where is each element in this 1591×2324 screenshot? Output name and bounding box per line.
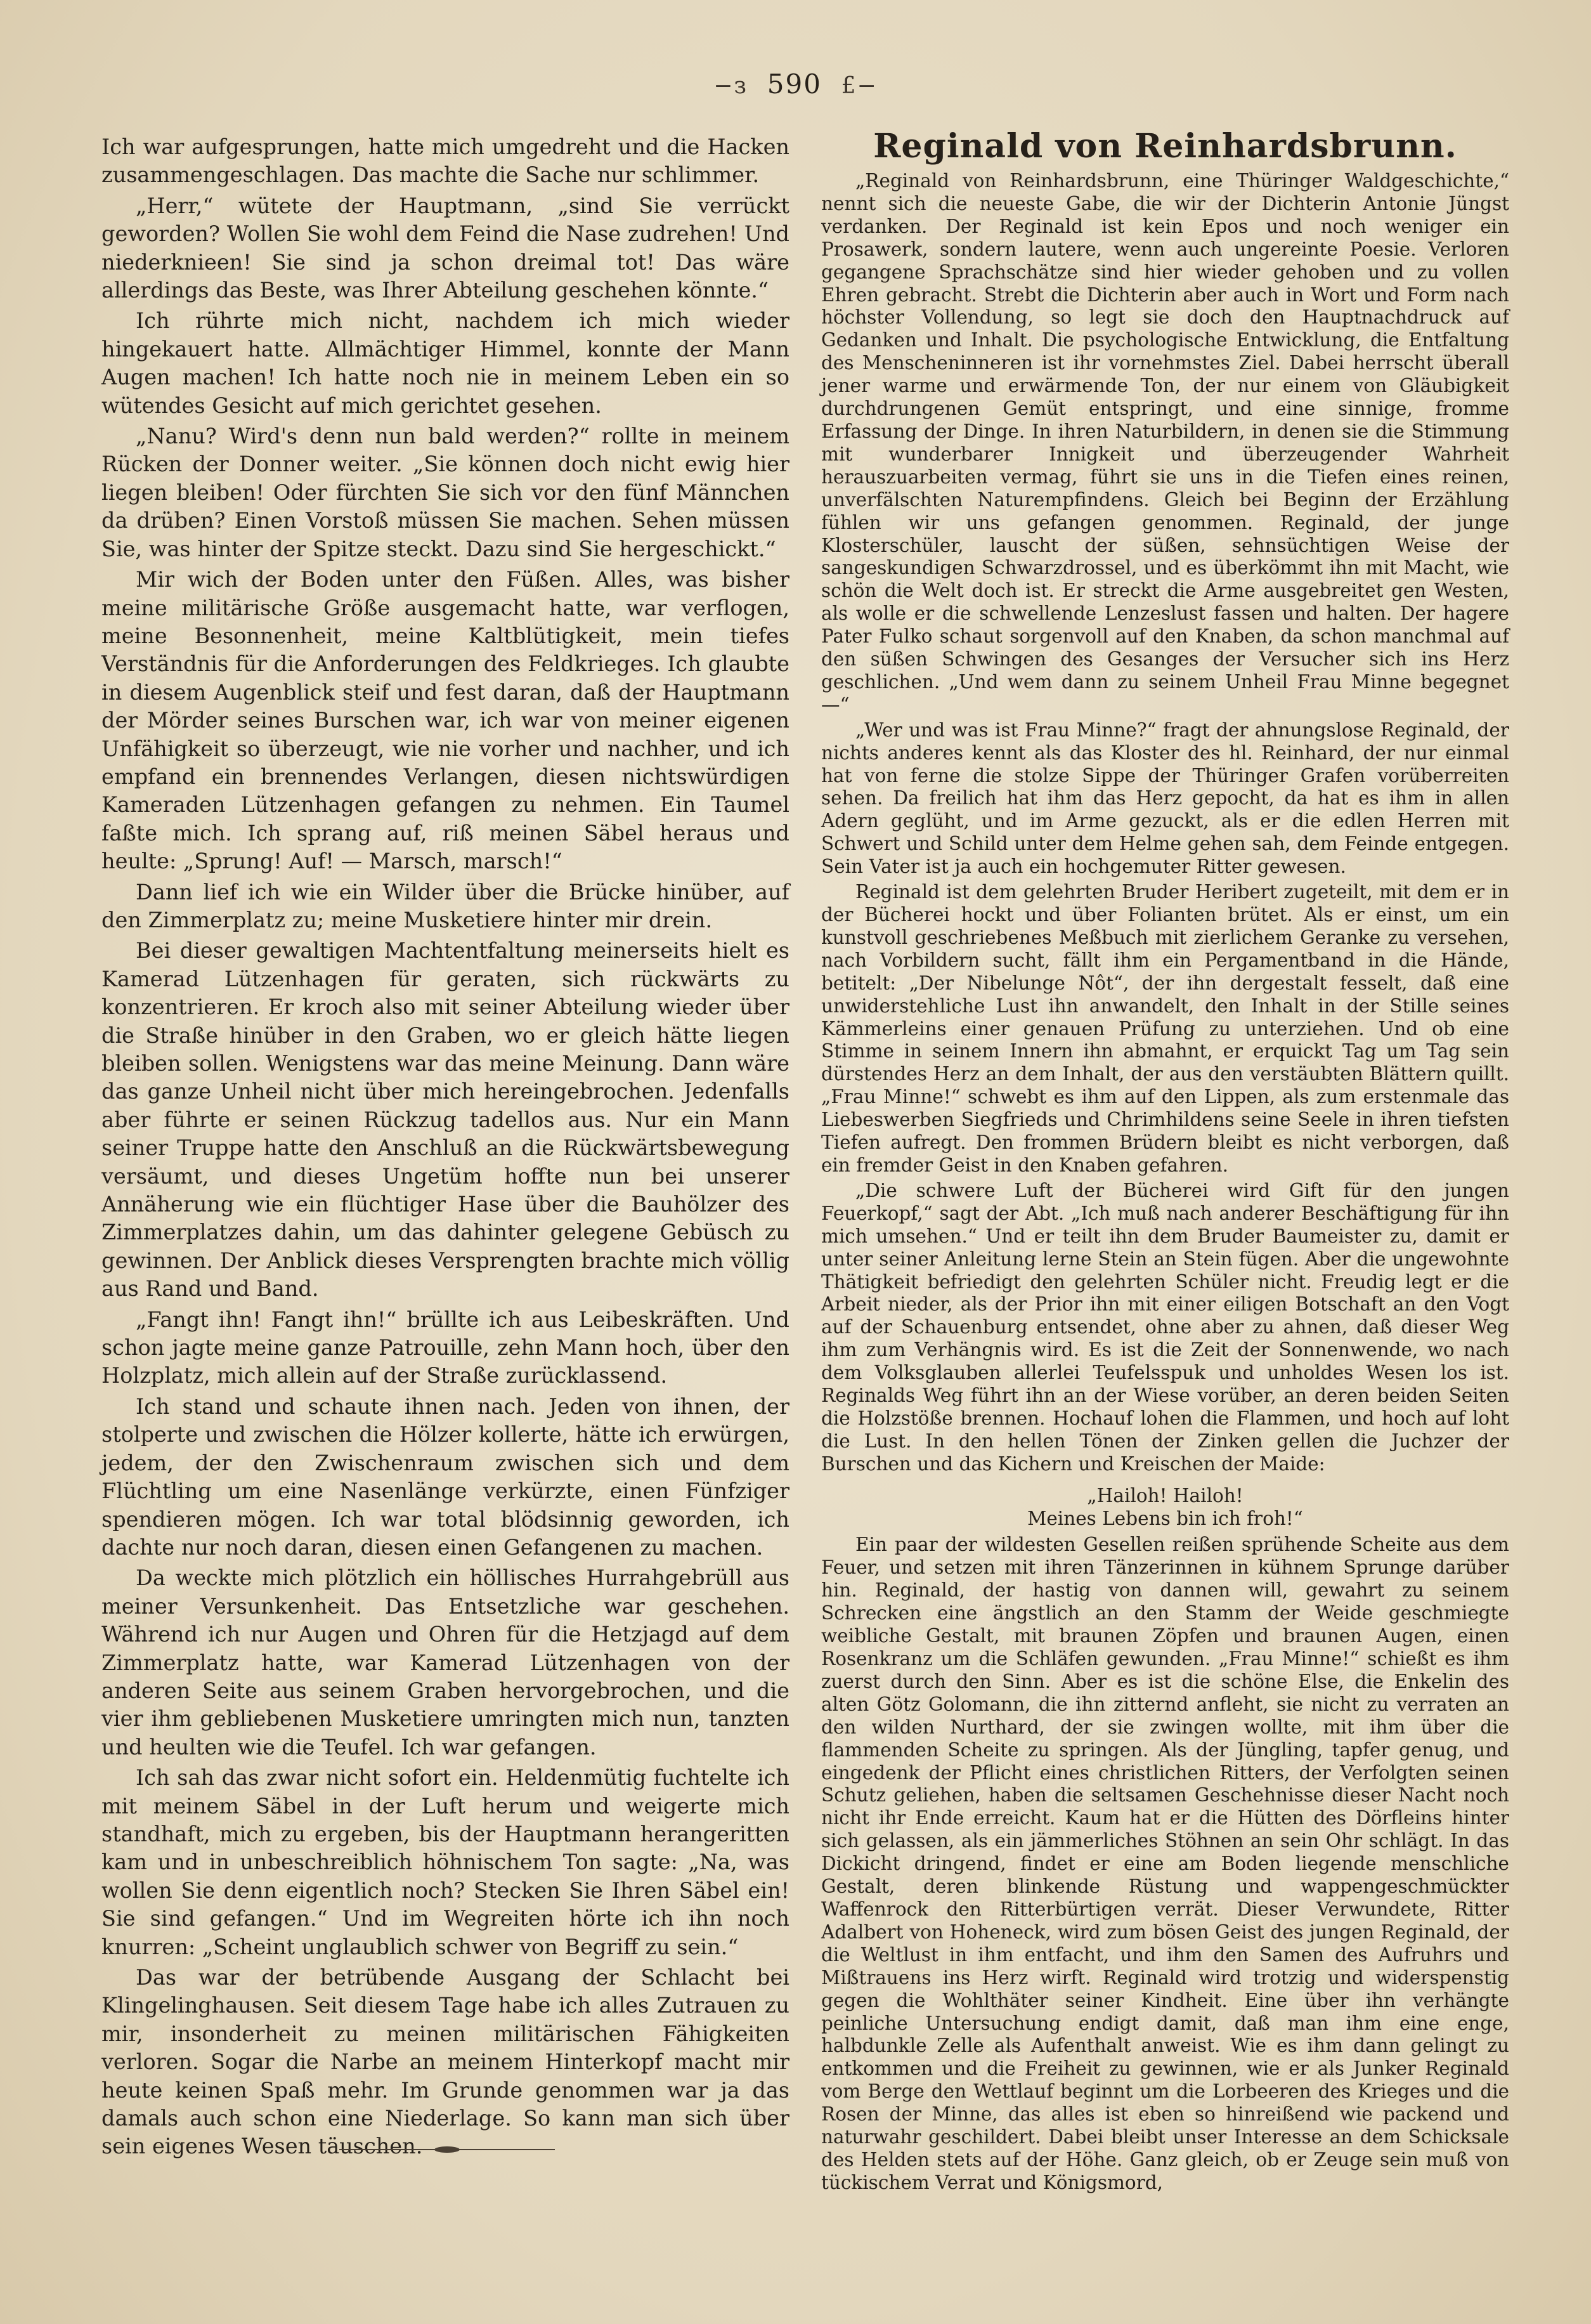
- left-ornament: −з: [713, 73, 748, 99]
- right-column: [821, 170, 1509, 2197]
- left-paragraph: Bei dieser gewaltigen Machtentfaltung meinerseits hielt es Kamerad Lützenhagen für geraten, sich rückwärts zu konzentrieren. Er kroch also mit seiner Abteilung wieder über die Straße hinüber in den Graben, wo er gleich hätte liegen bleiben sollen. Wenigstens war das meine Meinung. Dann wäre das ganze Unheil nicht über mich hereingebrochen. Jedenfalls aber führte er seinen Rückzug tadellos aus. Nur ein Mann seiner Truppe hatte den Anschluß an die Rückwärtsbewegung versäumt, und dieses Ungetüm hoffte nun bei unserer Annäherung wie ein flüchtiger Hase über die Bauhölzer des Zimmerplatzes dahin, um das dahinter gelegene Gebüsch zu gewinnen. Der Anblick dieses Versprengten brachte mich völlig aus Rand und Band.: [101, 938, 789, 1302]
- article-title: Reginald von Reinhardsbrunn.: [873, 127, 1457, 166]
- right-paragraph: Ein paar der wildesten Gesellen reißen sprühende Scheite aus dem Feuer, und setzen mit ihren Tänzerinnen in kühnem Sprunge darüber hin. Reginald, der hastig von dannen will, gewahrt zu seinem Schrecken eine ängstlich an den Stamm der Weide geschmiegte weibliche Gestalt, mit braunen Zöpfen und braunen Augen, einen Rosenkranz um die Schläfen gewunden. „Frau Minne!“ schießt es ihm zuerst durch den Sinn. Aber es ist die schöne Else, die Enkelin des alten Götz Golomann, die ihn zitternd anfleht, sie nicht zu verraten an den wilden Nurthard, der sie zwingen wollte, mit ihm über die flammenden Scheite zu springen. Als der Jüngling, tapfer genug, und eingedenk der Pflicht eines christlichen Ritters, der Verfolgten seinen Schutz geliehen, haben die seltsamen Geschehnisse dieser Nacht noch nicht ihr Ende erreicht. Kaum hat er die Hütten des Dörfleins hinter sich gelassen, als ein jämmerliches Stöhnen an sein Ohr schlägt. In das Dickicht dringend, findet er eine am Boden liegende menschliche Gestalt, deren blinkende Rüstung und wappengeschmückter Waffenrock den Ritterbürtigen verrät. Dieser Verwundete, Ritter Adalbert von Hoheneck, wird zum bösen Geist des jungen Reginald, der die Weltlust in ihm entfacht, und ihm den Samen des Aufruhrs und Mißtrauens ins Herz wirft. Reginald wird trotzig und widerspenstig gegen die Wohlthäter seiner Kindheit. Eine über ihn verhängte peinliche Untersuchung endigt damit, daß man ihm eine enge, halbdunkle Zelle als Aufenthalt anweist. Wie es ihm dann gelingt zu entkommen und die Freiheit zu gewinnen, wie er als Junker Reginald vom Berge den Wettlauf beginnt um die Lorbeeren des Krieges und die Rosen der Minne, das alles ist eben so hinreißend wie packend und naturwahr geschildert. Dabei bleibt unser Interesse an dem Schicksale des Helden stets auf der Höhe. Ganz gleich, ob er Zeuge sein muß von tückischem Verrat und Königsmord,: [821, 1534, 1509, 2193]
- left-paragraph: „Nanu? Wird's denn nun bald werden?“ rollte in meinem Rücken der Donner weiter. „Sie können doch nicht ewig hier liegen bleiben! Oder fürchten Sie sich vor den fünf Männchen da drüben? Einen Vorstoß müssen Sie machen. Sehen müssen Sie, was hinter der Spitze steckt. Dazu sind Sie hergeschickt.“: [101, 424, 789, 561]
- left-paragraph: Ich war aufgesprungen, hatte mich umgedreht und die Hacken zusammengeschlagen. Das machte die Sache nur schlimmer.: [101, 134, 789, 188]
- left-paragraph: Ich sah das zwar nicht sofort ein. Heldenmütig fuchtelte ich mit meinem Säbel in der Luft herum und weigerte mich standhaft, mich zu ergeben, bis der Hauptmann herangeritten kam und in unbeschreiblich höhnischem Ton sagte: „Na, was wollen Sie denn eigentlich noch? Stecken Sie Ihren Säbel ein! Sie sind gefangen.“ Und im Wegreiten hörte ich ihn noch knurren: „Scheint unglaublich schwer von Begriff zu sein.“: [101, 1765, 789, 1959]
- left-paragraph: Mir wich der Boden unter den Füßen. Alles, was bisher meine militärische Größe ausgemacht hatte, war verflogen, meine Besonnenheit, meine Kaltblütigkeit, mein tiefes Verständnis für die Anforderungen des Feldkrieges. Ich glaubte in diesem Augenblick steif und fest daran, daß der Hauptmann der Mörder seines Burschen war, ich war von meiner eigenen Unfähigkeit so überzeugt, wie nie vorher und nachher, und ich empfand ein brennendes Verlangen, diesen nichtswürdigen Kameraden Lützenhagen gefangen zu nehmen. Ein Taumel faßte mich. Ich sprang auf, riß meinen Säbel heraus und heulte: „Sprung! Auf! — Marsch, marsch!“: [101, 567, 789, 874]
- right-ornament: £−: [841, 73, 878, 99]
- left-paragraph: Da weckte mich plötzlich ein höllisches Hurrahgebrüll aus meiner Versunkenheit. Das Entsetzliche war geschehen. Während ich nur Augen und Ohren für die Hetzjagd auf dem Zimmerplatz hatte, war Kamerad Lützenhagen von der anderen Seite aus seinem Graben hervorgebrochen, und die vier ihm gebliebenen Musketiere umringten mich nun, tanzten und heulten wie die Teufel. Ich war gefangen.: [101, 1565, 789, 1759]
- left-paragraph: Ich stand und schaute ihnen nach. Jeden von ihnen, der stolperte und zwischen die Hölzer kollerte, hätte ich erwürgen, jedem, der den Zwischenraum zwischen sich und dem Flüchtling um eine Nasenlänge verkürzte, einen Fünfziger spendieren mögen. Ich war total blödsinnig geworden, ich dachte nur noch daran, diesen einen Gefangenen zu machen.: [101, 1394, 789, 1560]
- left-column: [101, 133, 789, 2164]
- left-paragraph: „Herr,“ wütete der Hauptmann, „sind Sie verrückt geworden? Wollen Sie wohl dem Feind die Nase zudrehen! Und niederknieen! Sie sind ja schon dreimal tot! Das wäre allerdings das Beste, was Ihrer Abteilung geschehen könnte.“: [101, 193, 789, 303]
- page-header: [0, 69, 1591, 100]
- verse-block: [821, 1485, 1509, 1531]
- left-paragraph: Ich rührte mich nicht, nachdem ich mich wieder hingekauert hatte. Allmächtiger Himmel, konnte der Mann Augen machen! Ich hatte noch nie in meinem Leben ein so wütendes Gesicht auf mich gerichtet gesehen.: [101, 308, 789, 418]
- verse-line: „Hailoh! Hailoh!: [1087, 1484, 1244, 1506]
- left-paragraph: „Fangt ihn! Fangt ihn!“ brüllte ich aus Leibeskräften. Und schon jagte meine ganze Patrouille, zehn Mann hoch, über den Holzplatz, mich allein auf der Straße zurücklassend.: [101, 1307, 789, 1388]
- right-paragraph: Reginald ist dem gelehrten Bruder Heribert zugeteilt, mit dem er in der Bücherei hockt und über Folianten brütet. Als er einst, um ein kunstvoll geschriebenes Meßbuch mit zierlichem Geranke zu versehen, nach Vorbildern sucht, fällt ihm ein Pergamentband in die Hände, betitelt: „Der Nibelunge Nôt“, der ihn dergestalt fesselt, daß eine unwiderstehliche Lust ihn anwandelt, den Inhalt in der Stille seines Kämmerleins einer genauen Prüfung zu unterziehen. Und ob eine Stimme in seinem Innern ihn abmahnt, er erquickt Tag um Tag sein dürstendes Herz an dem Inhalt, der aus den verstäubten Blättern quillt. „Frau Minne!“ schwebt es ihm auf den Lippen, als zum erstenmale das Liebeswerben Siegfrieds und Chrimhildens seine Seele in ihren tiefsten Tiefen aufregt. Den frommen Brüdern bleibt es nicht verborgen, daß ein fremder Geist in den Knaben gefahren.: [821, 881, 1509, 1176]
- left-paragraph: Dann lief ich wie ein Wilder über die Brücke hinüber, auf den Zimmerplatz zu; meine Musketiere hinter mir drein.: [101, 879, 789, 932]
- verse-line: Meines Lebens bin ich froh!“: [1027, 1507, 1303, 1529]
- right-paragraph: „Reginald von Reinhardsbrunn, eine Thüringer Waldgeschichte,“ nennt sich die neueste Gabe, die wir der Dichterin Antonie Jüngst verdanken. Der Reginald ist kein Epos und noch weniger ein Prosawerk, sondern lautere, wenn auch ungereinte Poesie. Verloren gegangene Sprachschätze sind hier wieder gehoben und zu vollen Ehren gebracht. Strebt die Dichterin aber auch in Wort und Form nach höchster Vollendung, so legt sie doch den Hauptnachdruck auf Gedanken und Inhalt. Die psychologische Entwicklung, die Entfaltung des Menscheninneren ist ihr vornehmstes Ziel. Dabei herrscht überall jener warme und erwärmende Ton, der nur einem von Gläubigkeit durchdrungenen Gemüt entspringt, und eine sinnige, fromme Erfassung der Dinge. In ihren Naturbildern, in denen sie die Stimmung mit wunderbarer Innigkeit und überzeugender Wahrheit herauszuarbeiten vermag, führt sie uns in die Tiefen eines reinen, unverfälschten Naturempfindens. Gleich bei Beginn der Erzählung fühlen wir uns gefangen genommen. Reginald, der junge Klosterschüler, lauscht der süßen, sehnsüchtigen Weise der sangeskundigen Schwarzdrossel, und es überkömmt ihn mit Macht, wie schön die Welt doch ist. Er streckt die Arme ausgebreitet gen Westen, als wolle er die schwellende Lenzeslust fassen und halten. Der hagere Pater Fulko schaut sorgenvoll auf den Knaben, da schon manchmal auf den süßen Schwingen des Gesanges der Versucher sich ins Herz geschlichen. „Und wem dann zu seinem Unheil Frau Minne begegnet —“: [821, 170, 1509, 715]
- left-paragraph: Das war der betrübende Ausgang der Schlacht bei Klingelinghausen. Seit diesem Tage habe ich alles Zutrauen zu mir, insonderheit zu meinen militärischen Fähigkeiten verloren. Sogar die Narbe an meinem Hinterkopf macht mir heute keinen Spaß mehr. Im Grunde genommen war ja das damals auch schon eine Niederlage. So kann man sich über sein eigenes Wesen täuschen.: [101, 1965, 789, 2159]
- right-paragraph: „Die schwere Luft der Bücherei wird Gift für den jungen Feuerkopf,“ sagt der Abt. „Ich muß nach anderer Beschäftigung für ihn mich umsehen.“ Und er teilt ihn dem Bruder Baumeister zu, damit er unter seiner Anleitung lerne Stein an Stein fügen. Aber die ungewohnte Thätigkeit befriedigt den gelehrten Schüler nicht. Freudig legt er die Arbeit nieder, als der Prior ihn mit einer eiligen Botschaft an den Vogt auf der Schauenburg entsendet, ohne aber zu ahnen, daß dieser Weg ihm zum Verhängnis wird. Es ist die Zeit der Sonnenwende, wo nach dem Volksglauben allerlei Teufelsspuk und unholdes Wesen los ist. Reginalds Weg führt ihn an der Wiese vorüber, an deren beiden Seiten die Holzstöße brennen. Hochauf lohen die Flammen, und hoch auf loht die Lust. In den hellen Tönen der Zinken gellen die Juchzer der Burschen und das Kichern und Kreischen der Maide:: [821, 1179, 1509, 1475]
- right-paragraph: „Wer und was ist Frau Minne?“ fragt der ahnungslose Reginald, der nichts anderes kennt als das Kloster des hl. Reinhard, der nur einmal hat von ferne die stolze Sippe der Thüringer Grafen vorüberreiten sehen. Da freilich hat ihm das Herz gepocht, da hat es ihm in allen Adern geglüht, und im Arme gezuckt, als er die edlen Herren mit Schwert und Schild unter dem Helme gehen sah, dem Feinde entgegen. Sein Vater ist ja auch ein hochgemuter Ritter gewesen.: [821, 719, 1509, 878]
- page-number: 590: [767, 69, 822, 100]
- end-divider: [339, 2149, 555, 2150]
